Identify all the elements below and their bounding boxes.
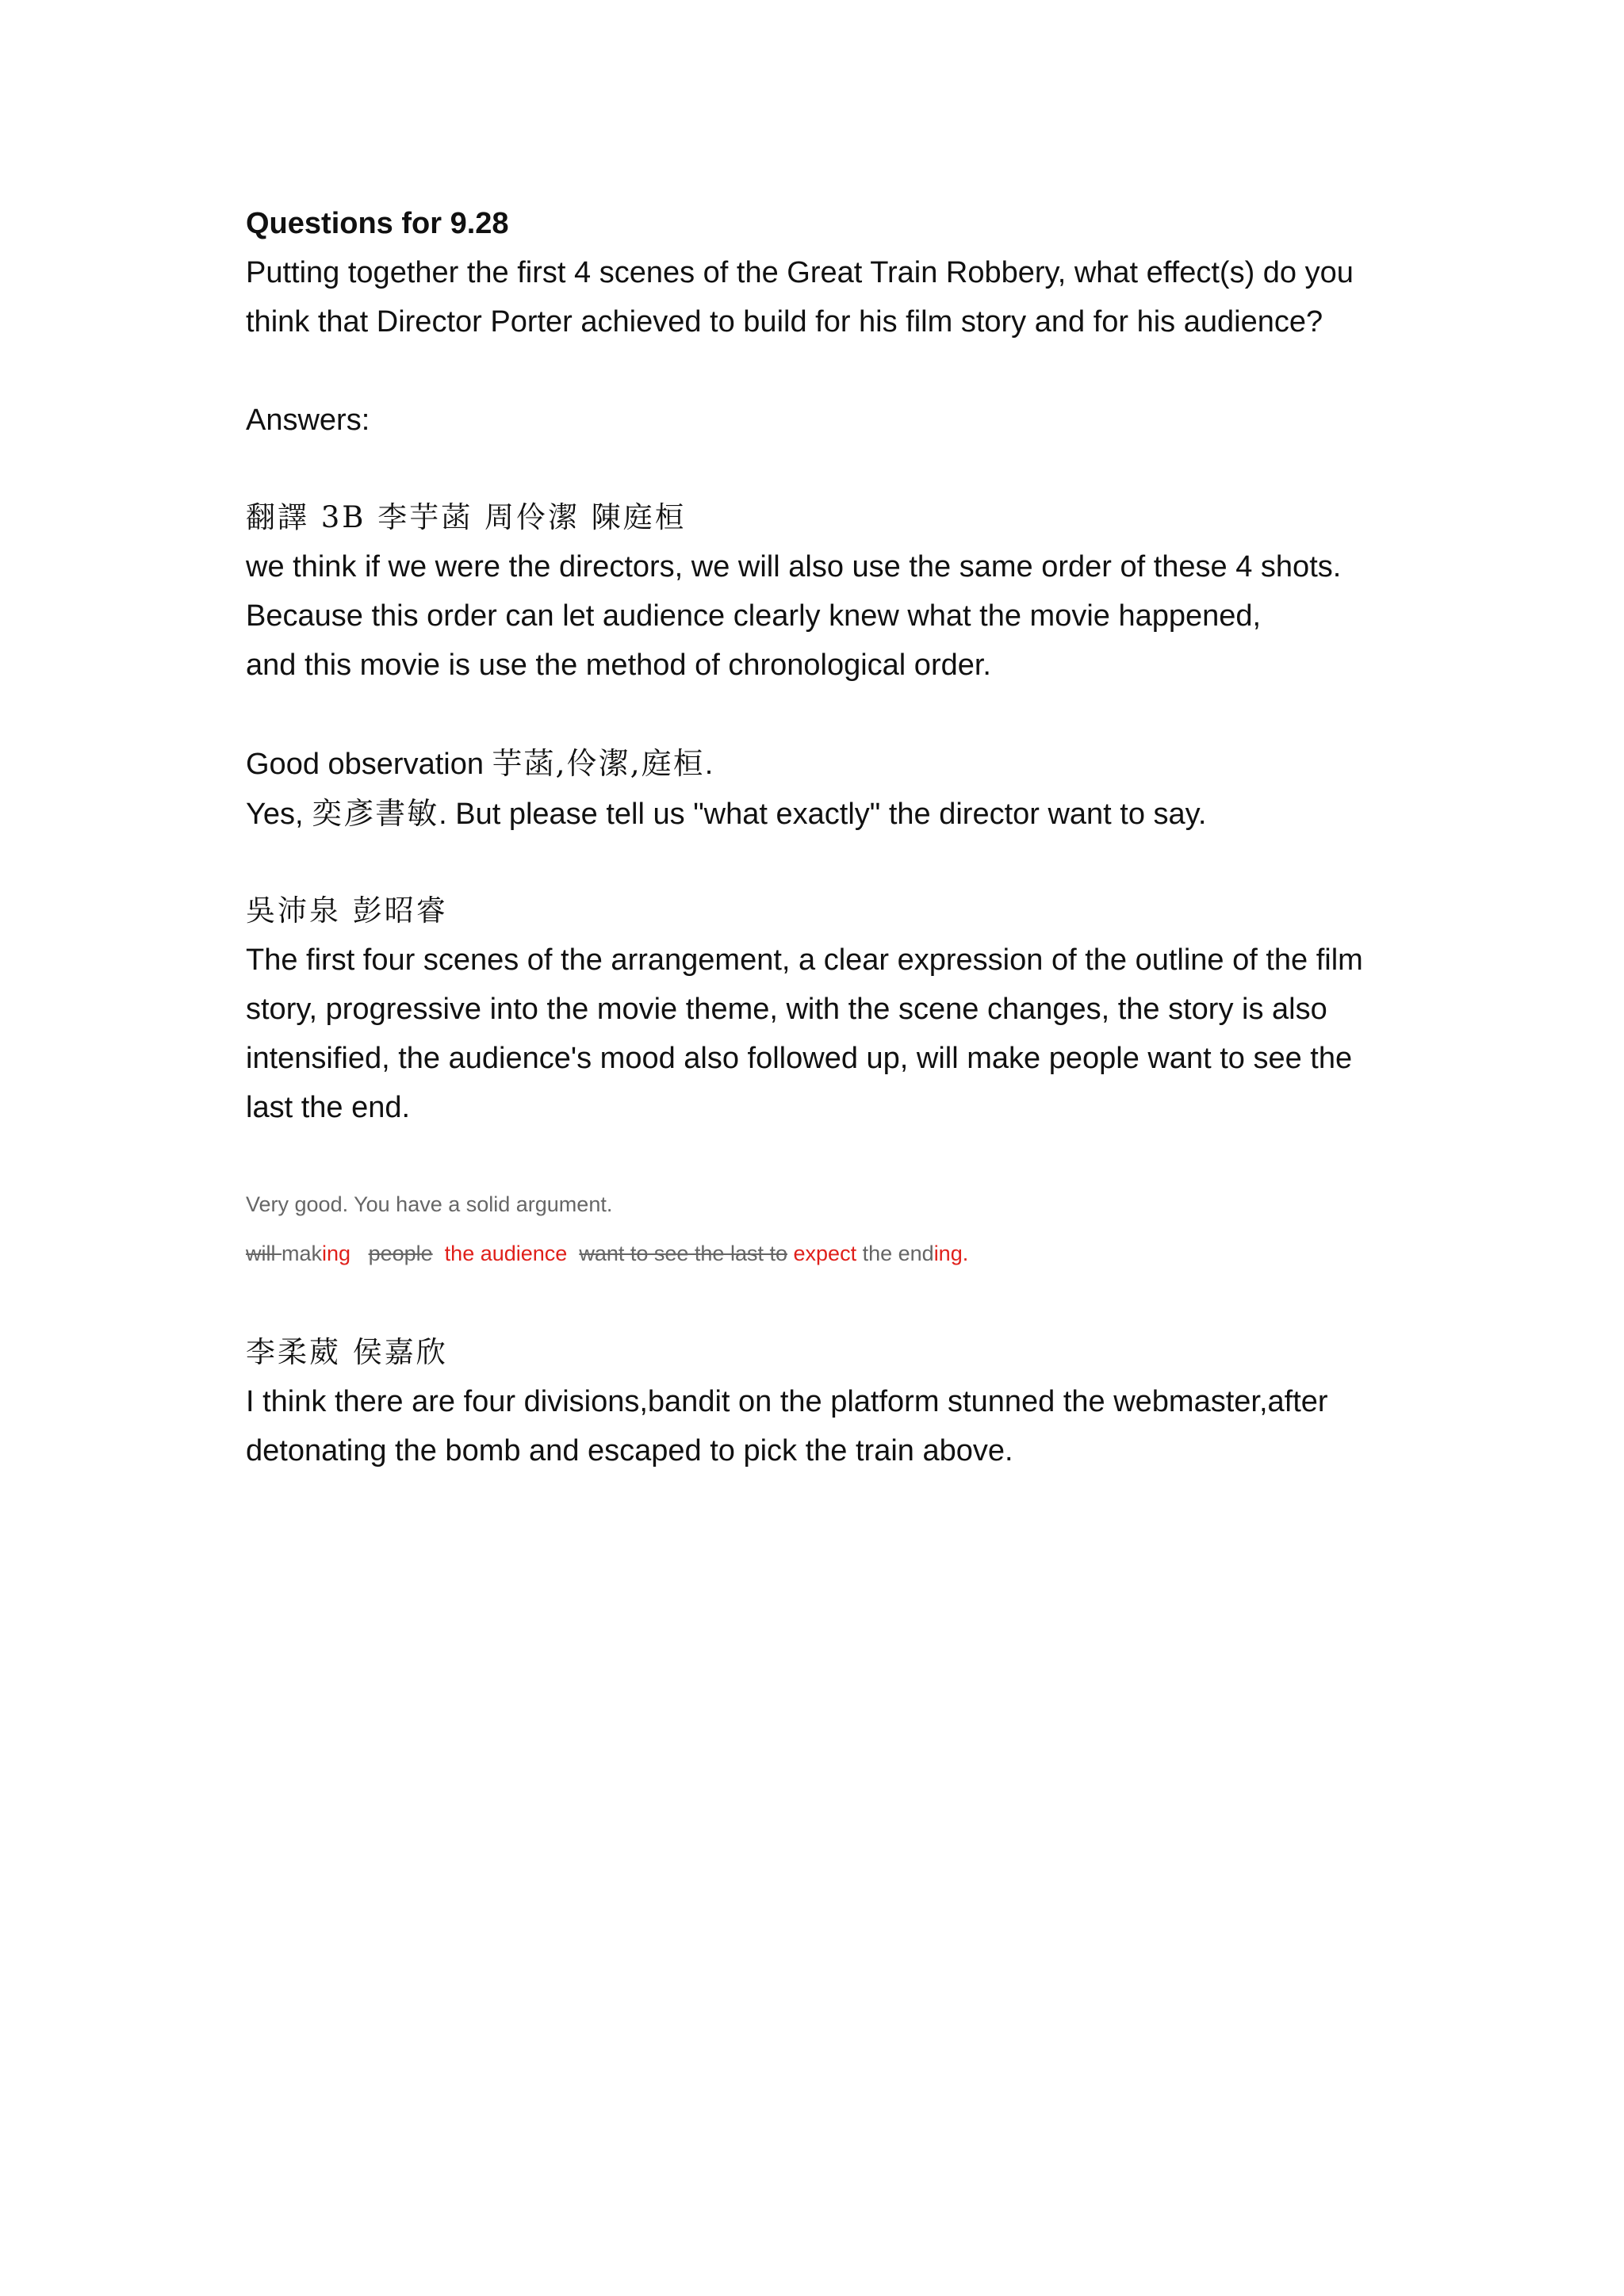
teacher-comment: Very good. You have a solid argument.	[246, 1192, 613, 1216]
answer-3	[246, 1328, 1404, 1475]
feedback-names: 奕彥書敏	[312, 796, 439, 831]
answers-label: Answers:	[246, 404, 370, 437]
answer-line: last the end.	[246, 1091, 411, 1124]
answer-line: we think if we were the directors, we will also use the same order of these 4 shots.	[246, 550, 1342, 584]
deleted-text: people	[368, 1242, 433, 1265]
answer-line: detonating the bomb and escaped to pick the train above.	[246, 1434, 1013, 1468]
question-section	[246, 199, 1404, 346]
inserted-text: ing.	[933, 1242, 969, 1265]
answer-line: story, progressive into the movie theme, with the scene changes, the story is also	[246, 993, 1327, 1026]
feedback-line	[246, 789, 1404, 839]
inserted-text: ing	[322, 1242, 351, 1265]
kept-text: the end	[862, 1242, 934, 1265]
answer-line: The first four scenes of the arrangement, a clear expression of the outline of the film	[246, 943, 1363, 977]
question-line: Putting together the first 4 scenes of the Great Train Robbery, what effect(s) do you	[246, 256, 1354, 289]
deleted-text: want to see the last to	[579, 1242, 787, 1265]
feedback-names: 芋菡,伶潔,庭桓	[492, 746, 705, 781]
feedback-text: . But please tell us "what exactly" the director want to say.	[439, 798, 1207, 831]
question-heading: Questions for 9.28	[246, 207, 509, 240]
answer-line: Because this order can let audience clearly knew what the movie happened,	[246, 599, 1262, 633]
answer-line: intensified, the audience's mood also followed up, will make people want to see the	[246, 1042, 1353, 1075]
feedback-text: Good observation	[246, 748, 492, 781]
answers-label-section	[246, 396, 1404, 445]
question-line: think that Director Porter achieved to build for his film story and for his audience?	[246, 305, 1323, 339]
kept-text: mak	[282, 1242, 323, 1265]
inserted-text: the audience	[444, 1242, 568, 1265]
feedback-1	[246, 739, 1404, 839]
answer-line: and this movie is use the method of chronological order.	[246, 649, 991, 682]
answer-names: 李柔葳 侯嘉欣	[246, 1335, 448, 1369]
answer-names: 翻譯 3B 李芋菡 周伶潔 陳庭桓	[246, 500, 687, 534]
feedback-text: Yes,	[246, 798, 312, 831]
feedback-text: .	[704, 748, 714, 781]
answer-names: 吳沛泉 彭昭睿	[246, 894, 448, 928]
correction-line	[246, 1229, 1404, 1278]
deleted-text: will	[246, 1242, 282, 1265]
answer-line: I think there are four divisions,bandit on the platform stunned the webmaster,after	[246, 1385, 1328, 1418]
answer-1	[246, 493, 1404, 690]
answer-2	[246, 886, 1404, 1132]
feedback-2	[246, 1180, 1404, 1278]
inserted-text: expect	[793, 1242, 857, 1265]
feedback-line	[246, 739, 1404, 789]
